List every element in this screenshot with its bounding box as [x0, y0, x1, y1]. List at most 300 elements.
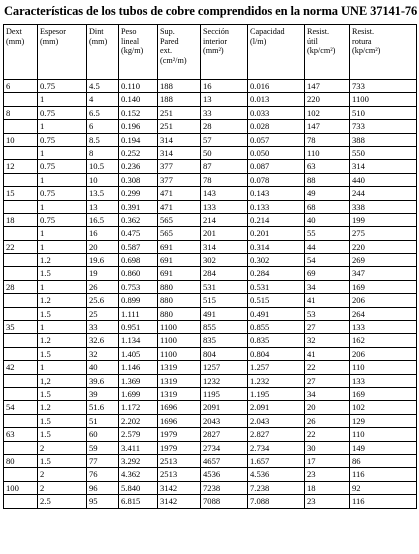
table-cell: 1.5	[38, 414, 87, 427]
table-cell: 0.196	[119, 120, 158, 133]
column-header	[87, 25, 119, 80]
header-row	[4, 25, 417, 80]
table-cell: 880	[158, 294, 201, 307]
table-cell: 691	[158, 267, 201, 280]
column-header	[201, 25, 248, 80]
table-cell: 4.5	[87, 80, 119, 93]
table-cell: 0.194	[119, 133, 158, 146]
column-header-line: Dext	[6, 27, 22, 36]
table-cell: 0.855	[248, 321, 305, 334]
table-cell: 88	[305, 173, 350, 186]
table-cell: 338	[350, 200, 417, 213]
table-row	[4, 187, 417, 200]
table-cell: 41	[305, 294, 350, 307]
table-cell: 1257	[201, 361, 248, 374]
table-cell	[4, 347, 38, 360]
table-cell: 2043	[201, 414, 248, 427]
table-cell: 1.257	[248, 361, 305, 374]
table-row	[4, 454, 417, 467]
column-header-line: Capacidad	[250, 27, 285, 36]
table-cell: 143	[201, 187, 248, 200]
table-cell: 10	[4, 133, 38, 146]
table-cell: 6.5	[87, 106, 119, 119]
table-cell: 1319	[158, 361, 201, 374]
table-cell: 347	[350, 267, 417, 280]
table-row	[4, 173, 417, 186]
table-cell	[4, 468, 38, 481]
table-cell: 5.840	[119, 481, 158, 494]
column-header	[350, 25, 417, 80]
table-cell: 69	[305, 267, 350, 280]
table-cell: 377	[158, 160, 201, 173]
table-cell: 7238	[201, 481, 248, 494]
table-cell: 149	[350, 441, 417, 454]
table-body	[4, 80, 417, 509]
table-title: Características de los tubos de cobre comprendidos en la norma UNE 37141-76	[4, 4, 418, 18]
table-cell: 169	[350, 387, 417, 400]
column-header	[119, 25, 158, 80]
table-cell: 23	[305, 468, 350, 481]
table-cell	[4, 307, 38, 320]
table-cell: 110	[350, 428, 417, 441]
table-cell	[4, 387, 38, 400]
column-header-line: ext.	[160, 46, 173, 55]
table-cell: 1319	[158, 374, 201, 387]
table-cell: 1	[38, 321, 87, 334]
table-cell: 1.172	[119, 401, 158, 414]
table-cell: 188	[158, 93, 201, 106]
table-cell: 691	[158, 240, 201, 253]
table-cell: 2.579	[119, 428, 158, 441]
table-cell: 35	[4, 321, 38, 334]
table-cell: 0.087	[248, 160, 305, 173]
table-cell: 55	[305, 227, 350, 240]
column-header-line: Pared	[160, 36, 179, 46]
table-cell: 733	[350, 120, 417, 133]
table-row	[4, 387, 417, 400]
table-cell: 0.140	[119, 93, 158, 106]
table-cell: 1319	[158, 387, 201, 400]
table-cell: 22	[305, 361, 350, 374]
table-cell: 8	[87, 146, 119, 159]
table-cell: 1	[38, 173, 87, 186]
column-header-line: lineal	[121, 36, 140, 46]
table-cell: 1.369	[119, 374, 158, 387]
table-cell: 0.252	[119, 146, 158, 159]
table-cell: 1.146	[119, 361, 158, 374]
table-cell: 1100	[158, 321, 201, 334]
table-cell: 0.016	[248, 80, 305, 93]
table-cell: 25.6	[87, 294, 119, 307]
table-cell: 20	[305, 401, 350, 414]
table-cell: 251	[158, 106, 201, 119]
table-cell: 3142	[158, 495, 201, 508]
table-cell: 1,2	[38, 374, 87, 387]
table-cell	[4, 146, 38, 159]
table-cell: 565	[158, 213, 201, 226]
table-cell: 1	[38, 200, 87, 213]
table-cell: 2513	[158, 468, 201, 481]
table-cell: 86	[350, 454, 417, 467]
table-cell: 1.657	[248, 454, 305, 467]
table-cell: 0.75	[38, 133, 87, 146]
table-cell	[4, 294, 38, 307]
table-cell: 220	[305, 93, 350, 106]
table-cell: 16	[201, 80, 248, 93]
table-cell: 0.308	[119, 173, 158, 186]
table-cell: 169	[350, 280, 417, 293]
table-cell	[4, 227, 38, 240]
table-cell: 147	[305, 120, 350, 133]
column-header-line: (mm)	[6, 36, 25, 46]
table-cell: 3.411	[119, 441, 158, 454]
table-cell: 6	[4, 80, 38, 93]
table-cell: 1.5	[38, 307, 87, 320]
table-cell: 2.202	[119, 414, 158, 427]
table-cell: 0.475	[119, 227, 158, 240]
table-row	[4, 441, 417, 454]
table-cell: 1.232	[248, 374, 305, 387]
table-cell: 377	[158, 173, 201, 186]
table-cell: 1.134	[119, 334, 158, 347]
table-cell: 0.75	[38, 80, 87, 93]
table-cell: 18	[305, 481, 350, 494]
table-cell: 102	[350, 401, 417, 414]
table-cell: 116	[350, 495, 417, 508]
table-cell: 51.6	[87, 401, 119, 414]
table-cell: 1.2	[38, 401, 87, 414]
column-header-line: Dint	[89, 27, 104, 36]
table-cell: 49	[305, 187, 350, 200]
table-cell: 34	[305, 387, 350, 400]
table-cell: 515	[201, 294, 248, 307]
table-cell: 1696	[158, 401, 201, 414]
table-cell: 40	[305, 213, 350, 226]
table-row	[4, 160, 417, 173]
table-cell: 2734	[201, 441, 248, 454]
table-cell: 23	[305, 495, 350, 508]
table-cell: 471	[158, 200, 201, 213]
table-cell: 0.302	[248, 254, 305, 267]
table-cell: 6.815	[119, 495, 158, 508]
table-cell: 1.405	[119, 347, 158, 360]
table-cell: 51	[87, 414, 119, 427]
table-cell: 33	[87, 321, 119, 334]
table-cell: 30	[305, 441, 350, 454]
table-cell: 92	[350, 481, 417, 494]
table-cell: 63	[4, 428, 38, 441]
table-cell: 1195	[201, 387, 248, 400]
table-cell: 1.2	[38, 254, 87, 267]
table-cell: 0.362	[119, 213, 158, 226]
column-header-line: (kp/cm²)	[352, 46, 381, 55]
table-cell: 22	[305, 428, 350, 441]
table-cell: 1	[38, 227, 87, 240]
table-cell: 1.195	[248, 387, 305, 400]
table-cell: 95	[87, 495, 119, 508]
table-cell: 0.050	[248, 146, 305, 159]
column-header	[305, 25, 350, 80]
table-cell: 60	[87, 428, 119, 441]
column-header-line: (cm²/m)	[160, 55, 187, 65]
table-cell: 0.013	[248, 93, 305, 106]
table-cell: 804	[201, 347, 248, 360]
table-cell: 314	[158, 133, 201, 146]
table-cell: 40	[87, 361, 119, 374]
table-cell: 0.299	[119, 187, 158, 200]
table-cell: 1.111	[119, 307, 158, 320]
table-row	[4, 374, 417, 387]
table-cell: 244	[350, 187, 417, 200]
table-cell: 0.491	[248, 307, 305, 320]
table-cell: 2513	[158, 454, 201, 467]
table-cell: 2	[38, 441, 87, 454]
table-cell: 314	[158, 146, 201, 159]
table-cell: 22	[4, 240, 38, 253]
table-cell: 32	[305, 334, 350, 347]
table-cell: 4536	[201, 468, 248, 481]
table-cell: 0.214	[248, 213, 305, 226]
table-row	[4, 200, 417, 213]
table-row	[4, 267, 417, 280]
column-header-line: Sup.	[160, 27, 175, 36]
table-cell: 314	[201, 240, 248, 253]
table-cell: 78	[305, 133, 350, 146]
table-cell: 251	[158, 120, 201, 133]
table-cell: 0.201	[248, 227, 305, 240]
table-cell: 1.2	[38, 334, 87, 347]
table-row	[4, 481, 417, 494]
table-cell: 4.536	[248, 468, 305, 481]
table-cell: 284	[201, 267, 248, 280]
table-cell: 1	[38, 146, 87, 159]
table-cell: 7088	[201, 495, 248, 508]
table-cell: 214	[201, 213, 248, 226]
table-row	[4, 401, 417, 414]
table-cell: 4	[87, 93, 119, 106]
table-row	[4, 414, 417, 427]
table-cell: 17	[305, 454, 350, 467]
table-cell	[4, 414, 38, 427]
table-cell: 44	[305, 240, 350, 253]
table-cell: 2.827	[248, 428, 305, 441]
table-cell: 0.75	[38, 187, 87, 200]
column-header-line: Peso	[121, 27, 137, 36]
column-header-line: rotura	[352, 36, 372, 46]
table-cell: 275	[350, 227, 417, 240]
table-cell: 1979	[158, 428, 201, 441]
table-cell: 531	[201, 280, 248, 293]
table-cell: 565	[158, 227, 201, 240]
table-cell: 264	[350, 307, 417, 320]
table-cell	[4, 267, 38, 280]
column-header-line: (l/m)	[250, 36, 267, 46]
table-row	[4, 227, 417, 240]
table-cell: 2	[38, 481, 87, 494]
table-cell: 116	[350, 468, 417, 481]
table-cell: 1.5	[38, 428, 87, 441]
table-cell: 0.110	[119, 80, 158, 93]
table-row	[4, 80, 417, 93]
table-cell: 26	[87, 280, 119, 293]
table-cell: 1	[38, 120, 87, 133]
table-cell: 54	[305, 254, 350, 267]
table-cell: 0.951	[119, 321, 158, 334]
table-cell: 1696	[158, 414, 201, 427]
table-cell: 2.091	[248, 401, 305, 414]
table-cell: 880	[158, 307, 201, 320]
table-cell: 2827	[201, 428, 248, 441]
table-row	[4, 146, 417, 159]
table-cell: 510	[350, 106, 417, 119]
table-cell: 206	[350, 294, 417, 307]
table-cell: 0.860	[119, 267, 158, 280]
table-cell: 16.5	[87, 213, 119, 226]
table-cell: 10	[87, 173, 119, 186]
table-cell: 133	[350, 321, 417, 334]
table-cell: 0.028	[248, 120, 305, 133]
table-cell: 3.292	[119, 454, 158, 467]
table-cell: 0.75	[38, 213, 87, 226]
table-row	[4, 307, 417, 320]
table-cell: 77	[87, 454, 119, 467]
table-row	[4, 495, 417, 508]
table-cell: 206	[350, 347, 417, 360]
table-cell: 20	[87, 240, 119, 253]
table-cell: 3142	[158, 481, 201, 494]
table-cell: 19.6	[87, 254, 119, 267]
column-header	[38, 25, 87, 80]
table-cell: 0.143	[248, 187, 305, 200]
table-cell: 0.033	[248, 106, 305, 119]
table-cell: 102	[305, 106, 350, 119]
table-row	[4, 280, 417, 293]
table-cell: 550	[350, 146, 417, 159]
column-header	[4, 25, 38, 80]
copper-tube-table	[3, 24, 417, 509]
table-cell: 0.078	[248, 173, 305, 186]
table-cell: 199	[350, 213, 417, 226]
table-row	[4, 133, 417, 146]
table-row	[4, 254, 417, 267]
table-cell: 110	[305, 146, 350, 159]
table-cell: 1232	[201, 374, 248, 387]
table-row	[4, 428, 417, 441]
table-cell: 16	[87, 227, 119, 240]
table-cell	[4, 334, 38, 347]
table-row	[4, 361, 417, 374]
table-row	[4, 93, 417, 106]
table-cell: 7.238	[248, 481, 305, 494]
table-cell: 0.284	[248, 267, 305, 280]
table-cell: 39	[87, 387, 119, 400]
table-cell: 28	[4, 280, 38, 293]
table-cell: 0.804	[248, 347, 305, 360]
table-cell	[4, 254, 38, 267]
table-cell	[4, 374, 38, 387]
table-cell: 269	[350, 254, 417, 267]
table-row	[4, 106, 417, 119]
table-cell: 220	[350, 240, 417, 253]
table-cell: 201	[201, 227, 248, 240]
table-cell: 0.75	[38, 160, 87, 173]
table-cell: 388	[350, 133, 417, 146]
table-cell: 0.314	[248, 240, 305, 253]
table-cell: 1100	[158, 347, 201, 360]
table-cell: 188	[158, 80, 201, 93]
column-header-line: (mm)	[89, 36, 108, 46]
table-cell: 0.236	[119, 160, 158, 173]
table-cell: 18	[4, 213, 38, 226]
table-cell: 4657	[201, 454, 248, 467]
column-header-line: Sección	[203, 27, 229, 36]
table-cell: 129	[350, 414, 417, 427]
table-cell: 1100	[350, 93, 417, 106]
table-cell: 7.088	[248, 495, 305, 508]
table-cell: 13	[201, 93, 248, 106]
table-cell: 0.057	[248, 133, 305, 146]
column-header-line: Resist.	[307, 27, 330, 36]
table-cell: 314	[350, 160, 417, 173]
column-header-line: (kp/cm²)	[307, 46, 336, 55]
table-cell: 691	[158, 254, 201, 267]
table-cell: 87	[201, 160, 248, 173]
table-cell: 57	[201, 133, 248, 146]
column-header-line: Espesor	[40, 27, 66, 36]
table-cell	[4, 200, 38, 213]
table-cell: 1.2	[38, 294, 87, 307]
table-cell: 2091	[201, 401, 248, 414]
table-cell	[4, 173, 38, 186]
table-cell: 2.734	[248, 441, 305, 454]
table-cell: 12	[4, 160, 38, 173]
table-cell: 34	[305, 280, 350, 293]
table-cell: 15	[4, 187, 38, 200]
table-cell: 1	[38, 93, 87, 106]
table-cell: 63	[305, 160, 350, 173]
table-cell: 2.043	[248, 414, 305, 427]
table-cell: 27	[305, 321, 350, 334]
table-cell: 1100	[158, 334, 201, 347]
table-cell: 100	[4, 481, 38, 494]
table-cell: 4.362	[119, 468, 158, 481]
table-cell: 28	[201, 120, 248, 133]
table-cell: 1	[38, 280, 87, 293]
table-cell: 491	[201, 307, 248, 320]
table-cell: 440	[350, 173, 417, 186]
column-header-line: útil	[307, 36, 318, 46]
table-cell: 13	[87, 200, 119, 213]
table-cell: 471	[158, 187, 201, 200]
table-cell: 0.587	[119, 240, 158, 253]
column-header-line: Resist.	[352, 27, 375, 36]
table-cell: 76	[87, 468, 119, 481]
table-cell: 0.133	[248, 200, 305, 213]
table-cell: 25	[87, 307, 119, 320]
table-cell: 78	[201, 173, 248, 186]
table-cell: 0.531	[248, 280, 305, 293]
table-cell: 147	[305, 80, 350, 93]
table-cell: 133	[201, 200, 248, 213]
column-header	[248, 25, 305, 80]
table-cell: 39.6	[87, 374, 119, 387]
table-cell: 0.152	[119, 106, 158, 119]
table-cell: 302	[201, 254, 248, 267]
table-cell: 8.5	[87, 133, 119, 146]
table-cell: 32	[87, 347, 119, 360]
column-header-line: (kg/m)	[121, 46, 144, 55]
table-cell: 0.835	[248, 334, 305, 347]
